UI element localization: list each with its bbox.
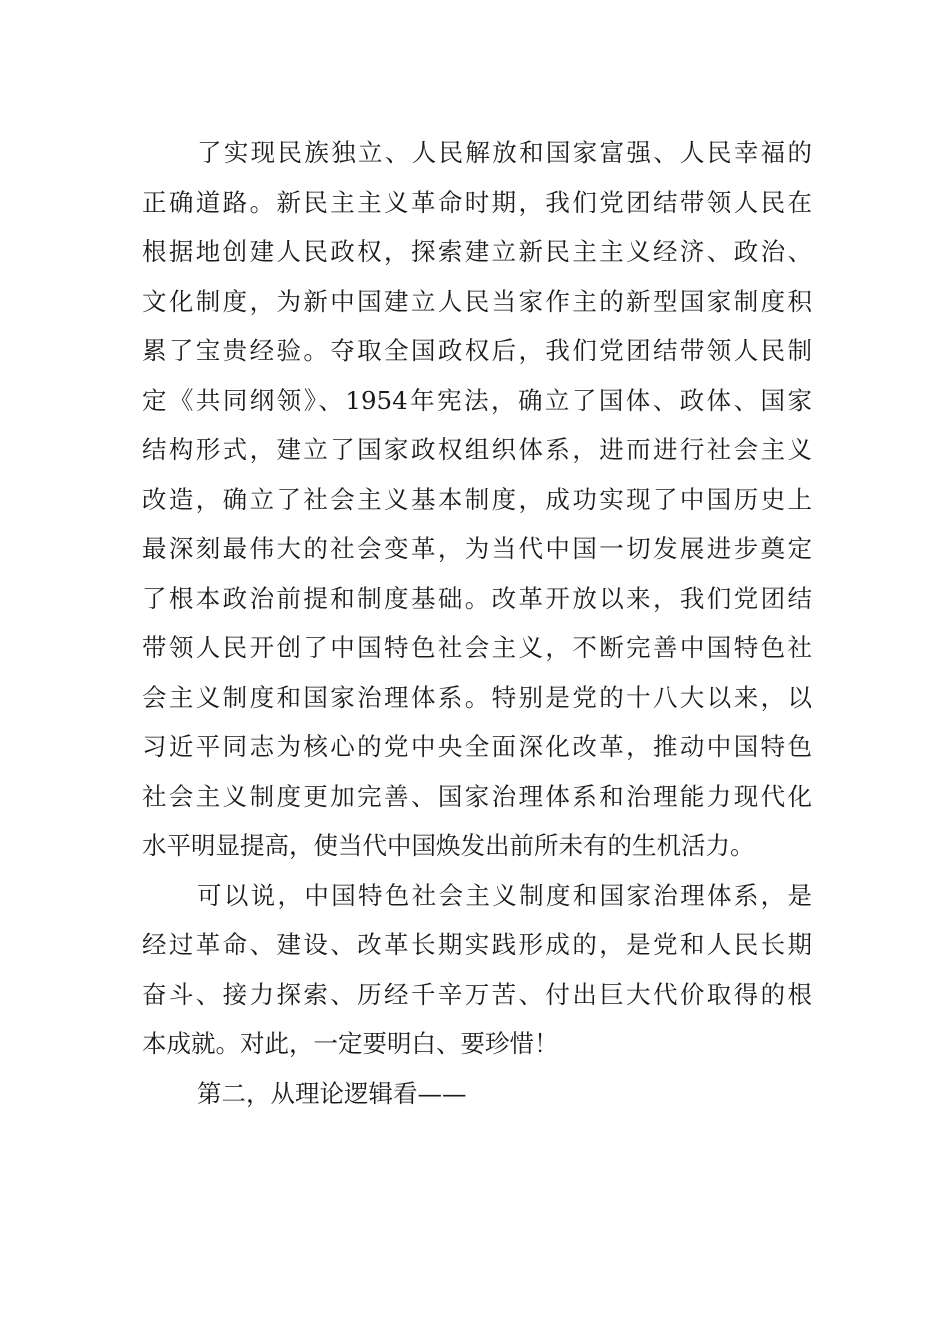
text-line: 定《共同纲领》、1954年宪法，确立了国体、政体、国家 [142,385,812,415]
paragraph-1 [142,128,812,871]
text-line: 水平明显提高，使当代中国焕发出前所未有的生机活力。 [142,831,755,860]
body-text [142,128,812,1118]
text-line: 经过革命、建设、改革长期实践形成的，是党和人民长期 [142,930,812,959]
text-line: 了根本政治前提和制度基础。改革开放以来，我们党团结 [142,583,812,613]
text-line: 会主义制度和国家治理体系。特别是党的十八大以来，以 [142,682,812,712]
text-line: 最深刻最伟大的社会变革，为当代中国一切发展进步奠定 [142,534,812,563]
text-line: 根据地创建人民政权，探索建立新民主主义经济、政治、 [142,237,812,266]
text-line: 累了宝贵经验。夺取全国政权后，我们党团结带领人民制 [142,336,812,365]
text-line: 了实现民族独立、人民解放和国家富强、人民幸福的 [197,138,812,167]
text-line: 习近平同志为核心的党中央全面深化改革，推动中国特色 [142,732,812,761]
text-line: 带领人民开创了中国特色社会主义，不断完善中国特色社 [142,633,812,662]
text-line: 奋斗、接力探索、历经千辛万苦、付出巨大代价取得的根 [142,979,812,1009]
text-line: 正确道路。新民主主义革命时期，我们党团结带领人民在 [142,187,812,217]
text-line: 可以说，中国特色社会主义制度和国家治理体系，是 [197,880,812,910]
text-line: 文化制度，为新中国建立人民当家作主的新型国家制度积 [142,286,812,316]
text-line: 改造，确立了社会主义基本制度，成功实现了中国历史上 [142,484,812,514]
paragraph-2 [142,871,812,1069]
text-line: 社会主义制度更加完善、国家治理体系和治理能力现代化 [142,781,812,811]
text-line: 结构形式，建立了国家政权组织体系，进而进行社会主义 [142,435,812,464]
section-heading: 第二，从理论逻辑看—— [197,1078,467,1108]
paragraph-3-heading [142,1069,812,1119]
text-line: 本成就。对此，一定要明白、要珍惜！ [142,1029,559,1058]
